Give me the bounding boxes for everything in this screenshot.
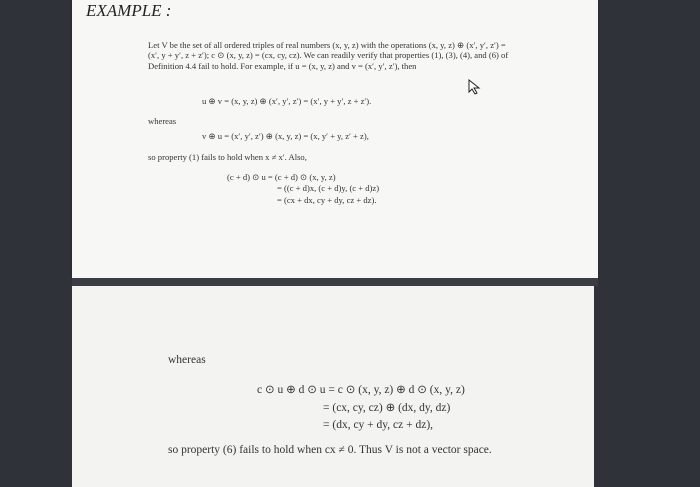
- whereas-label-1: whereas: [148, 116, 177, 126]
- document-page-1: [72, 0, 598, 278]
- equation-scalar-sum: [227, 172, 379, 206]
- equation-line: c ⊙ u ⊕ d ⊙ u = c ⊙ (x, y, z) ⊕ d ⊙ (x, y, z): [257, 384, 465, 396]
- equation-line: (c + d) ⊙ u = (c + d) ⊙ (x, y, z): [227, 172, 336, 182]
- equation-v-plus-u: v ⊕ u = (x′, y′, z′) ⊕ (x, y, z) = (x, y′ + y, z′ + z),: [202, 131, 369, 141]
- equation-line: = (dx, cy + dy, cz + dz),: [323, 419, 434, 431]
- intro-paragraph: Let V be the set of all ordered triples of real numbers (x, y, z) with the operations (x, y, z) ⊕ (x′, y′, z′) = (x′, y + y′, z + z′); c ⊙ (x, y, z) = (cx, cy, cz). We can readily verify that properties (1), (3), (4), and (6) of Definition 4.4 fail to hold. For example, if u = (x, y, z) and v = (x′, y′, z′), then: [148, 40, 509, 71]
- equation-line: = (cx + dx, cy + dy, cz + dz).: [277, 194, 377, 205]
- equation-u-plus-v: u ⊕ v = (x, y, z) ⊕ (x′, y′, z′) = (x′, y + y′, z + z′).: [202, 96, 372, 106]
- equation-distributive: [257, 382, 465, 435]
- page-gap: [72, 278, 598, 286]
- equation-line: = ((c + d)x, (c + d)y, (c + d)z): [277, 183, 380, 194]
- conclusion-text: so property (6) fails to hold when cx ≠ 0. Thus V is not a vector space.: [168, 444, 492, 456]
- document-page-2: [72, 286, 594, 487]
- property-1-text: so property (1) fails to hold when x ≠ x′. Also,: [148, 152, 307, 162]
- equation-line: = (cx, cy, cz) ⊕ (dx, dy, dz): [323, 401, 451, 414]
- example-title: EXAMPLE :: [86, 1, 172, 20]
- mouse-cursor-icon: [468, 79, 482, 95]
- whereas-label-2: whereas: [168, 354, 206, 366]
